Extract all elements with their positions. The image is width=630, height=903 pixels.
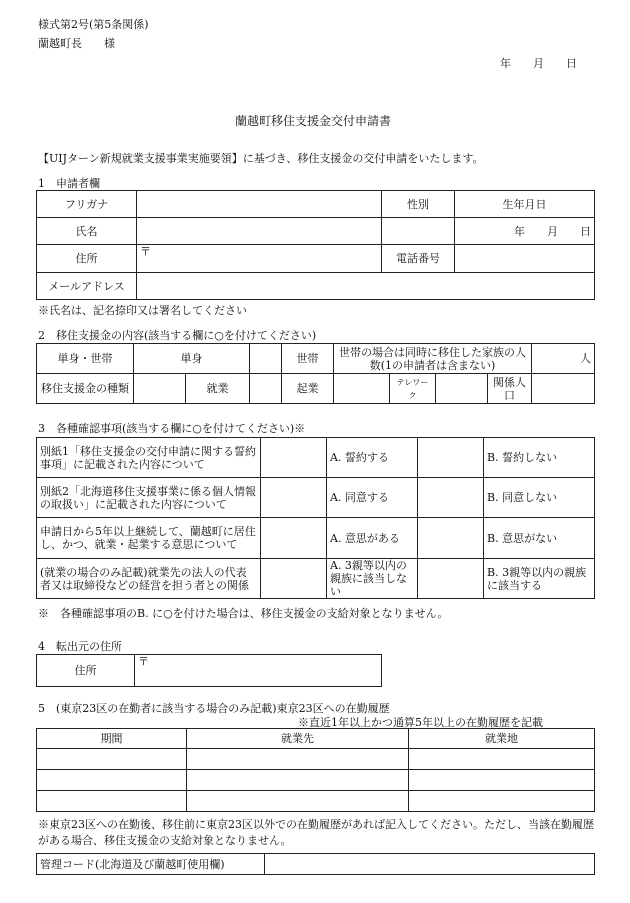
admin-code-field: [265, 854, 595, 875]
household-option[interactable]: 世帯: [282, 344, 334, 374]
confirm-2-a-mark[interactable]: [261, 478, 327, 518]
previous-address-table: [36, 654, 382, 687]
confirm-2-option-b[interactable]: B. 同意しない: [484, 478, 595, 518]
confirm-item-1: 別紙1「移住支援金の交付申請に関する誓約事項」に記載された内容について: [37, 438, 261, 478]
name-field[interactable]: [137, 218, 382, 245]
addressee: 蘭越町長 様: [38, 37, 115, 50]
confirm-item-4: (就業の場合のみ記載)就業先の法人の代表者又は取締役などの経営を担う者との関係: [37, 559, 261, 599]
previous-address-field[interactable]: 〒: [135, 655, 382, 687]
furigana-label: フリガナ: [37, 191, 137, 218]
employer-header: 就業先: [187, 729, 409, 749]
confirm-1-a-mark[interactable]: [261, 438, 327, 478]
confirm-2-option-a[interactable]: A. 同意する: [327, 478, 418, 518]
birthdate-field[interactable]: 年 月 日: [455, 218, 595, 245]
kind-blank-cell: [134, 374, 186, 404]
household-count-note: 世帯の場合は同時に移住した家族の人数(1の申請者は含まない): [334, 344, 532, 374]
period-header: 期間: [37, 729, 187, 749]
section5-subnote: ※直近1年以上かつ通算5年以上の在勤履歴を記載: [298, 716, 543, 729]
work-location-field[interactable]: [409, 749, 595, 770]
address-label: 住所: [37, 245, 137, 273]
email-field[interactable]: [137, 273, 595, 300]
intro-text: 【UIJターン新規就業支援事業実施要領】に基づき、移住支援金の交付申請をいたします。: [38, 152, 484, 165]
confirm-4-option-b[interactable]: B. 3親等以内の親族に該当する: [484, 559, 595, 599]
employer-field[interactable]: [187, 791, 409, 812]
confirm-1-option-b[interactable]: B. 誓約しない: [484, 438, 595, 478]
confirm-4-option-a[interactable]: A. 3親等以内の親族に該当しない: [327, 559, 418, 599]
employer-field[interactable]: [187, 749, 409, 770]
form-number: 様式第2号(第5条関係): [38, 18, 149, 31]
telework-mark-cell[interactable]: [436, 374, 488, 404]
section2-heading: 2 移住支援金の内容(該当する欄に○を付けてください): [38, 329, 317, 342]
application-date: 年 月 日: [500, 57, 577, 70]
single-household-label: 単身・世帯: [37, 344, 134, 374]
section4-heading: 4 転出元の住所: [38, 640, 122, 653]
applicant-table: [36, 190, 595, 300]
section3-heading: 3 各種確認事項(該当する欄に○を付けてください)※: [38, 422, 306, 435]
confirmation-table: [36, 437, 595, 599]
admin-code-label: 管理コード(北海道及び蘭越町使用欄): [37, 854, 265, 875]
related-population-option[interactable]: 関係人口: [488, 374, 532, 404]
single-mark-cell[interactable]: [250, 344, 282, 374]
email-label: メールアドレス: [37, 273, 137, 300]
name-seal-note: ※氏名は、記名捺印又は署名してください: [38, 304, 247, 317]
sex-label: 性別: [382, 191, 455, 218]
household-count-field[interactable]: 人: [532, 344, 595, 374]
name-label: 氏名: [37, 218, 137, 245]
confirm-2-b-mark[interactable]: [418, 478, 484, 518]
related-mark-cell[interactable]: [532, 374, 595, 404]
employment-option[interactable]: 就業: [186, 374, 250, 404]
confirmation-note: ※ 各種確認事項のB. に○を付けた場合は、移住支援金の支給対象となりません。: [38, 607, 449, 620]
employer-field[interactable]: [187, 770, 409, 791]
support-content-table: [36, 343, 595, 404]
sex-field[interactable]: [382, 218, 455, 245]
tokyo-work-history-table: [36, 728, 595, 812]
work-location-header: 就業地: [409, 729, 595, 749]
confirm-3-a-mark[interactable]: [261, 518, 327, 559]
work-location-field[interactable]: [409, 791, 595, 812]
previous-address-label: 住所: [37, 655, 135, 687]
address-field[interactable]: 〒: [137, 245, 382, 273]
birthdate-label: 生年月日: [455, 191, 595, 218]
confirm-3-option-a[interactable]: A. 意思がある: [327, 518, 418, 559]
employment-mark-cell[interactable]: [250, 374, 282, 404]
confirm-4-a-mark[interactable]: [261, 559, 327, 599]
telework-option[interactable]: テレワーク: [390, 374, 436, 404]
confirm-4-b-mark[interactable]: [418, 559, 484, 599]
confirm-1-option-a[interactable]: A. 誓約する: [327, 438, 418, 478]
period-field[interactable]: [37, 791, 187, 812]
confirm-1-b-mark[interactable]: [418, 438, 484, 478]
section1-heading: 1 申請者欄: [38, 177, 100, 190]
confirm-item-2: 別紙2「北海道移住支援事業に係る個人情報の取扱い」に記載された内容について: [37, 478, 261, 518]
startup-option[interactable]: 起業: [282, 374, 334, 404]
startup-mark-cell[interactable]: [334, 374, 390, 404]
phone-field[interactable]: [455, 245, 595, 273]
period-field[interactable]: [37, 749, 187, 770]
work-location-field[interactable]: [409, 770, 595, 791]
work-history-footnote: ※東京23区への在勤後、移住前に東京23区以外での在勤履歴があれば記入してください。ただし、当該在勤履歴がある場合、移住支援金の支給対象となりません。: [38, 818, 594, 847]
furigana-field[interactable]: [137, 191, 382, 218]
document-title: 蘭越町移住支援金交付申請書: [235, 114, 392, 128]
support-kind-label: 移住支援金の種類: [37, 374, 134, 404]
single-option[interactable]: 単身: [134, 344, 250, 374]
confirm-3-b-mark[interactable]: [418, 518, 484, 559]
phone-label: 電話番号: [382, 245, 455, 273]
section5-heading: 5 (東京23区の在勤者に該当する場合のみ記載)東京23区への在勤履歴: [38, 702, 390, 715]
admin-code-table: [36, 853, 595, 875]
period-field[interactable]: [37, 770, 187, 791]
confirm-item-3: 申請日から5年以上継続して、蘭越町に居住し、かつ、就業・起業する意思について: [37, 518, 261, 559]
confirm-3-option-b[interactable]: B. 意思がない: [484, 518, 595, 559]
